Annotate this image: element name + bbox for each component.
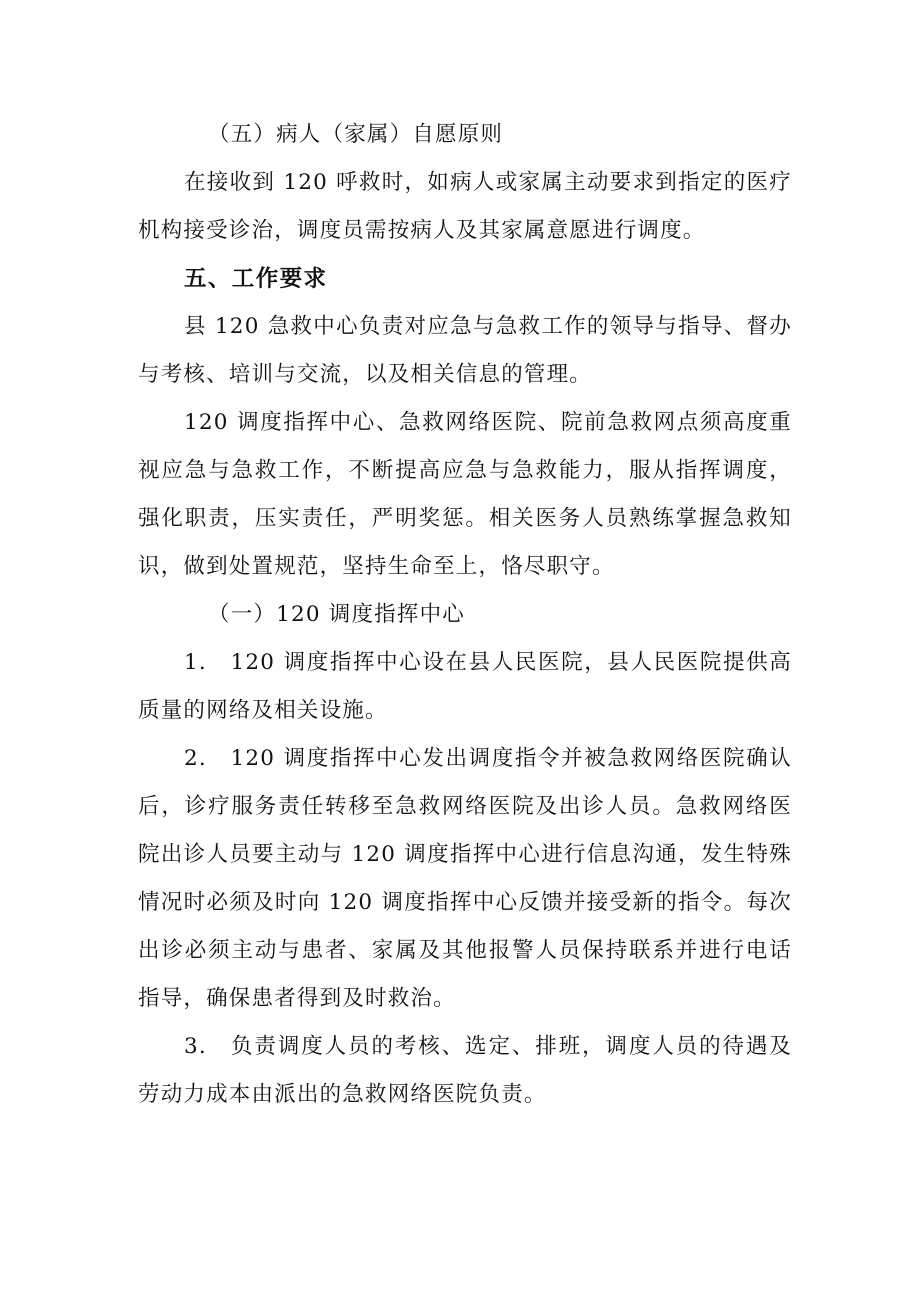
paragraph-voluntary-principle: 在接收到 120 呼救时，如病人或家属主动要求到指定的医疗机构接受诊治，调度员需按病人及其家属意愿进行调度。 xyxy=(138,170,792,243)
subsection-heading-dispatch-center: （一）120 调度指挥中心 xyxy=(208,602,465,627)
list-item-1: 1. 120 调度指挥中心设在县人民医院，县人民医院提供高质量的网络及相关设施。 xyxy=(138,650,792,723)
subsection-heading-voluntary-principle: （五）病人（家属）自愿原则 xyxy=(208,122,504,147)
section-heading-work-requirements: 五、工作要求 xyxy=(184,266,328,292)
list-item-3: 3. 负责调度人员的考核、选定、排班，调度人员的待遇及劳动力成本由派出的急救网络医院负责。 xyxy=(138,1034,792,1107)
list-item-2: 2. 120 调度指挥中心发出调度指令并被急救网络医院确认后，诊疗服务责任转移至急救网络医院及出诊人员。急救网络医院出诊人员要主动与 120 调度指挥中心进行信息沟通，发生特殊情况时必须及时向 120 调度指挥中心反馈并接受新的指令。每次出诊必须主动与患者、家属及其他报警人员保持联系并进行电话指导，确保患者得到及时救治。 xyxy=(138,746,792,1011)
document-body xyxy=(138,111,792,1119)
paragraph-network-requirements: 120 调度指挥中心、急救网络医院、院前急救网点须高度重视应急与急救工作，不断提高应急与急救能力，服从指挥调度，强化职责，压实责任，严明奖惩。相关医务人员熟练掌握急救知识，做到处置规范，坚持生命至上，恪尽职守。 xyxy=(138,410,792,579)
paragraph-emergency-center-duties: 县 120 急救中心负责对应急与急救工作的领导与指导、督办与考核、培训与交流，以及相关信息的管理。 xyxy=(138,314,792,387)
